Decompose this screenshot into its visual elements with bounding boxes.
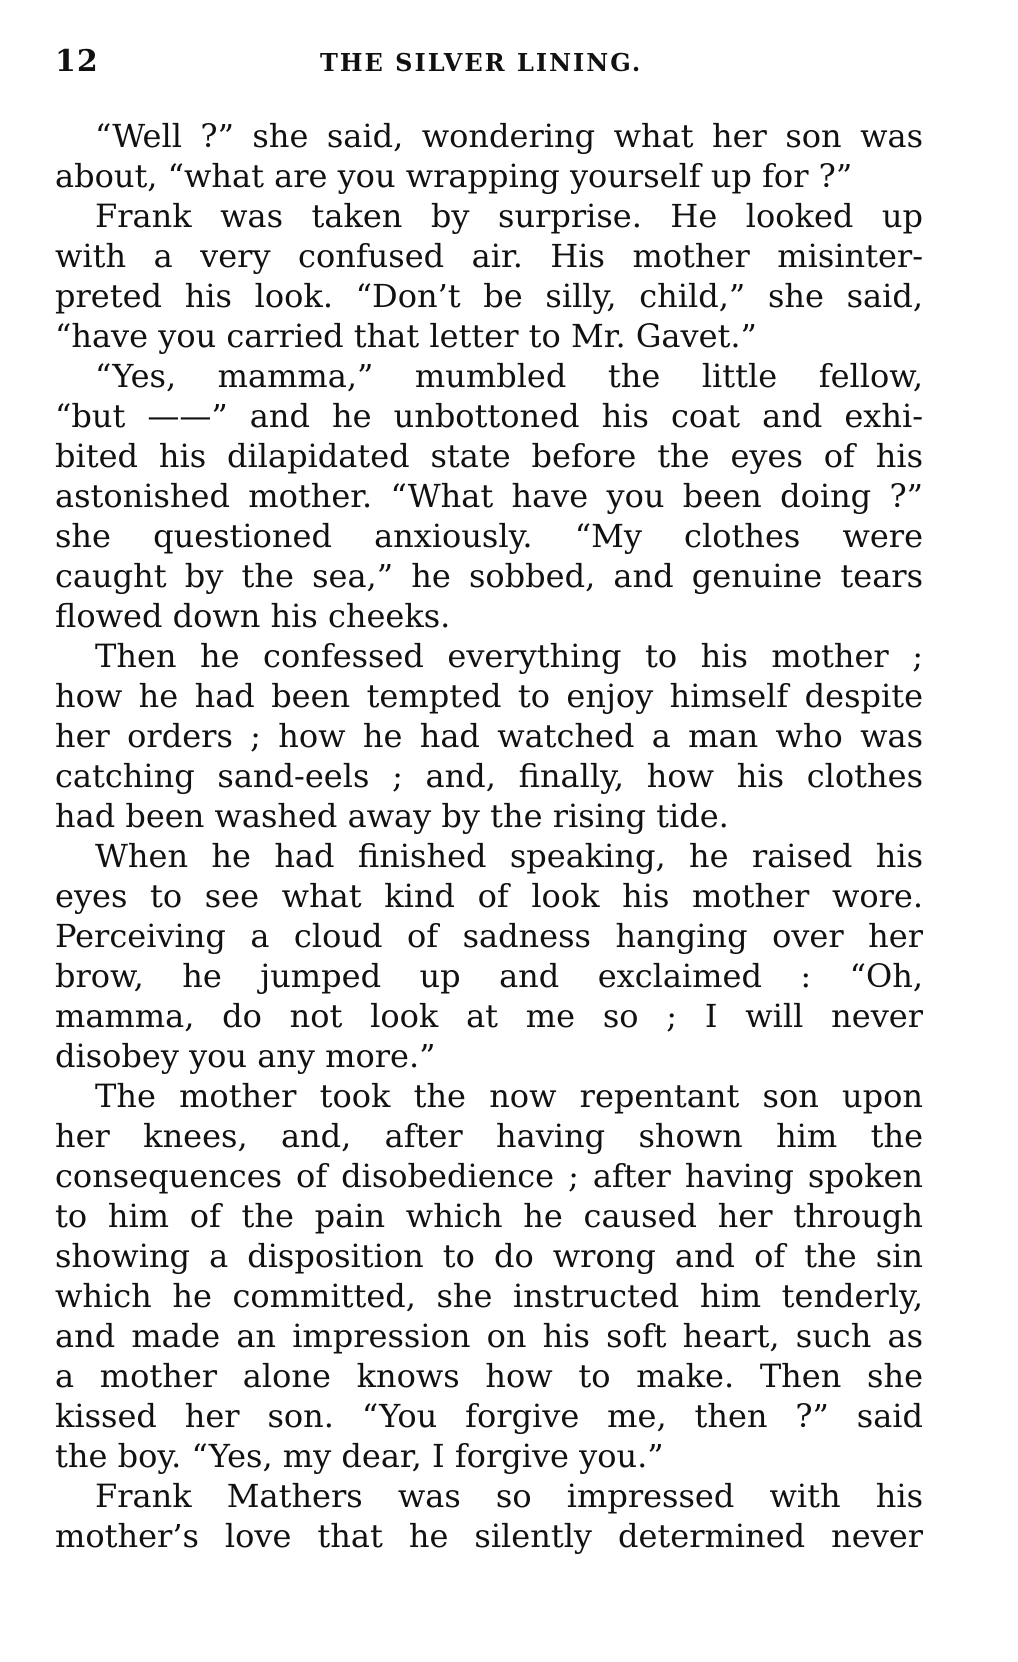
text-line: kissed her son. “You forgive me, then ?” said bbox=[55, 1397, 923, 1435]
text-line: mamma, do not look at me so ; I will never bbox=[55, 997, 923, 1035]
text-line: “have you carried that letter to Mr. Gavet.” bbox=[55, 317, 757, 355]
text-line: “Well ?” she said, wondering what her son was bbox=[95, 117, 923, 155]
text-line: mother’s love that he silently determined never bbox=[55, 1517, 923, 1555]
text-line: the boy. “Yes, my dear, I forgive you.” bbox=[55, 1437, 664, 1475]
text-line: showing a disposition to do wrong and of the sin bbox=[55, 1237, 923, 1275]
text-line: disobey you any more.” bbox=[55, 1037, 436, 1075]
text-line: about, “what are you wrapping yourself up for ?” bbox=[55, 157, 853, 195]
body-text bbox=[55, 116, 923, 1556]
text-line: caught by the sea,” he sobbed, and genuine tears bbox=[55, 557, 923, 595]
text-line: which he committed, she instructed him tenderly, bbox=[55, 1277, 923, 1315]
text-line: a mother alone knows how to make. Then she bbox=[55, 1357, 923, 1395]
text-line: When he had finished speaking, he raised his bbox=[95, 837, 923, 875]
text-line: and made an impression on his soft heart, such as bbox=[55, 1317, 923, 1355]
text-line: astonished mother. “What have you been doing ?” bbox=[55, 477, 923, 515]
text-line: her orders ; how he had watched a man who was bbox=[55, 717, 923, 755]
text-line: with a very confused air. His mother misinter- bbox=[55, 237, 923, 275]
text-line: brow, he jumped up and exclaimed : “Oh, bbox=[55, 957, 923, 995]
running-title: THE SILVER LINING. bbox=[320, 48, 643, 77]
text-line: consequences of disobedience ; after having spoken bbox=[55, 1157, 923, 1195]
running-head bbox=[55, 44, 923, 84]
text-line: Frank was taken by surprise. He looked up bbox=[95, 197, 923, 235]
text-line: how he had been tempted to enjoy himself despite bbox=[55, 677, 923, 715]
text-line: preted his look. “Don’t be silly, child,” she said, bbox=[55, 277, 923, 315]
text-line: Perceiving a cloud of sadness hanging over her bbox=[55, 917, 923, 955]
text-line: to him of the pain which he caused her through bbox=[55, 1197, 923, 1235]
text-line: catching sand-eels ; and, finally, how his clothes bbox=[55, 757, 923, 795]
text-line: “Yes, mamma,” mumbled the little fellow, bbox=[95, 357, 923, 395]
text-line: flowed down his cheeks. bbox=[55, 597, 451, 635]
text-line: she questioned anxiously. “My clothes were bbox=[55, 517, 923, 555]
text-line: eyes to see what kind of look his mother wore. bbox=[55, 877, 923, 915]
text-line: her knees, and, after having shown him the bbox=[55, 1117, 923, 1155]
text-line: Frank Mathers was so impressed with his bbox=[95, 1477, 923, 1515]
text-line: The mother took the now repentant son upon bbox=[95, 1077, 923, 1115]
page-number: 12 bbox=[55, 44, 99, 79]
text-line: bited his dilapidated state before the eyes of his bbox=[55, 437, 923, 475]
text-line: had been washed away by the rising tide. bbox=[55, 797, 729, 835]
text-line: “but ——” and he unbottoned his coat and exhi- bbox=[55, 397, 923, 435]
text-line: Then he confessed everything to his mother ; bbox=[95, 637, 923, 675]
